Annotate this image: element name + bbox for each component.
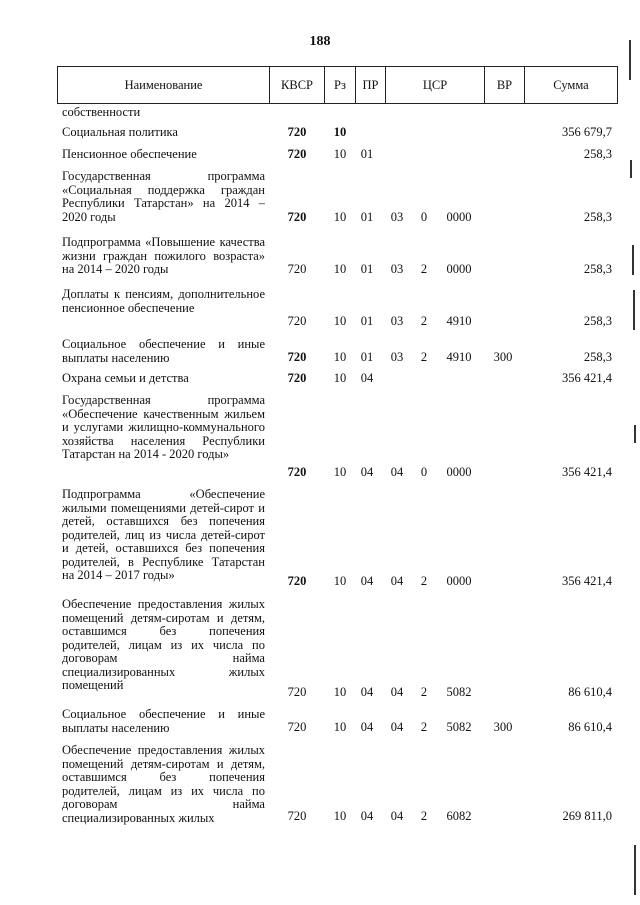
row-pp: 2 <box>420 574 428 588</box>
row-pr: 04 <box>360 720 374 734</box>
row-code: 0000 <box>446 262 472 276</box>
row-rz: 10 <box>333 809 347 823</box>
row-rz: 10 <box>333 350 347 364</box>
row-rz: 10 <box>333 720 347 734</box>
row-name: Охрана семьи и детства <box>62 371 189 385</box>
row-kvsr: 720 <box>287 210 307 224</box>
row-code: 0000 <box>446 465 472 479</box>
row-rz: 10 <box>333 147 347 161</box>
row-gp: 04 <box>390 465 404 479</box>
header-csr: ЦСР <box>386 67 485 103</box>
row-sum: 258,3 <box>583 210 612 224</box>
header-vr: ВР <box>485 67 525 103</box>
page-number: 188 <box>309 34 331 49</box>
row-gp: 04 <box>390 574 404 588</box>
scan-edge-mark <box>634 845 636 895</box>
row-name: Подпрограмма «Повышение качества жизни граждан пожилого возраста» на 2014 – 2020 годы <box>62 235 265 276</box>
row-sum: 258,3 <box>583 262 612 276</box>
row-rz: 10 <box>333 125 347 139</box>
row-code: 4910 <box>446 314 472 328</box>
row-sum: 356 421,4 <box>562 574 612 588</box>
row-rz: 10 <box>333 210 347 224</box>
header-name: Наименование <box>58 67 270 103</box>
row-sum: 258,3 <box>583 314 612 328</box>
row-gp: 03 <box>390 314 404 328</box>
row-kvsr: 720 <box>287 574 307 588</box>
row-code: 6082 <box>446 809 472 823</box>
carryover-text: собственности <box>62 105 141 119</box>
row-pp: 2 <box>420 685 428 699</box>
row-pr: 01 <box>360 147 374 161</box>
row-name: Социальное обеспечение и иные выплаты населению <box>62 707 265 735</box>
row-gp: 04 <box>390 685 404 699</box>
row-name: Обеспечение предоставления жилых помещений детям-сиротам и детям, оставшимся без попечения родителей, лицам из их числа по договорам найма специализированных жилых <box>62 743 265 825</box>
scan-edge-mark <box>630 160 632 178</box>
row-name: Подпрограмма «Обеспечение жилыми помещениями детей-сирот и детей, оставшихся без попечения родителей, лиц из числа детей-сирот и детей, оставшихся без попечения родителей, в Республике Татарстан на 2014 – 2017 годы» <box>62 487 265 582</box>
row-gp: 04 <box>390 809 404 823</box>
row-pr: 01 <box>360 314 374 328</box>
row-pr: 01 <box>360 210 374 224</box>
row-sum: 356 421,4 <box>562 371 612 385</box>
row-name: Государственная программа «Обеспечение качественным жильем и услугами жилищно-коммунального хозяйства населения Республики Татарстан на 2014 - 2020 годы» <box>62 393 265 461</box>
row-kvsr: 720 <box>287 809 307 823</box>
header-pr: ПР <box>356 67 386 103</box>
row-vr: 300 <box>493 720 513 734</box>
row-code: 5082 <box>446 685 472 699</box>
row-pr: 01 <box>360 262 374 276</box>
row-name: Доплаты к пенсиям, дополнительное пенсионное обеспечение <box>62 287 265 315</box>
row-rz: 10 <box>333 371 347 385</box>
row-code: 4910 <box>446 350 472 364</box>
row-pr: 04 <box>360 809 374 823</box>
header-rz: Рз <box>325 67 356 103</box>
row-pr: 04 <box>360 574 374 588</box>
row-kvsr: 720 <box>287 314 307 328</box>
row-pp: 2 <box>420 262 428 276</box>
row-kvsr: 720 <box>287 262 307 276</box>
row-code: 0000 <box>446 574 472 588</box>
row-name: Пенсионное обеспечение <box>62 147 197 161</box>
row-kvsr: 720 <box>287 685 307 699</box>
scan-edge-mark <box>629 40 631 80</box>
row-sum: 356 421,4 <box>562 465 612 479</box>
row-vr: 300 <box>493 350 513 364</box>
row-sum: 86 610,4 <box>568 720 612 734</box>
row-sum: 269 811,0 <box>562 809 612 823</box>
header-sum: Сумма <box>553 77 589 92</box>
row-name: Обеспечение предоставления жилых помещений детям-сиротам и детям, оставшимся без попечения родителей, лицам из их числа по договорам найма специализированных жилых помещений <box>62 597 265 692</box>
row-sum: 258,3 <box>583 147 612 161</box>
header-kvsr: КВСР <box>270 67 325 103</box>
scan-edge-mark <box>634 425 636 443</box>
row-pp: 2 <box>420 314 428 328</box>
row-code: 0000 <box>446 210 472 224</box>
row-kvsr: 720 <box>287 371 307 385</box>
row-rz: 10 <box>333 262 347 276</box>
row-kvsr: 720 <box>287 350 307 364</box>
row-code: 5082 <box>446 720 472 734</box>
row-pr: 04 <box>360 685 374 699</box>
scan-edge-mark <box>632 245 634 275</box>
row-name: Государственная программа «Социальная поддержка граждан Республики Татарстан» на 2014 – 2020 годы <box>62 169 265 224</box>
row-name: Социальное обеспечение и иные выплаты населению <box>62 337 265 365</box>
row-gp: 03 <box>390 350 404 364</box>
row-rz: 10 <box>333 574 347 588</box>
scan-edge-mark <box>633 290 635 330</box>
row-rz: 10 <box>333 685 347 699</box>
row-kvsr: 720 <box>287 465 307 479</box>
row-pr: 01 <box>360 350 374 364</box>
row-sum: 258,3 <box>583 350 612 364</box>
row-kvsr: 720 <box>287 147 307 161</box>
row-gp: 03 <box>390 262 404 276</box>
row-pp: 2 <box>420 720 428 734</box>
row-pp: 2 <box>420 350 428 364</box>
row-pp: 0 <box>420 210 428 224</box>
row-rz: 10 <box>333 314 347 328</box>
row-pp: 0 <box>420 465 428 479</box>
row-name: Социальная политика <box>62 125 178 139</box>
row-sum: 356 679,7 <box>562 125 612 139</box>
row-rz: 10 <box>333 465 347 479</box>
row-pr: 04 <box>360 465 374 479</box>
row-kvsr: 720 <box>287 720 307 734</box>
row-kvsr: 720 <box>287 125 307 139</box>
row-pr: 04 <box>360 371 374 385</box>
row-gp: 03 <box>390 210 404 224</box>
row-gp: 04 <box>390 720 404 734</box>
row-sum: 86 610,4 <box>568 685 612 699</box>
row-pp: 2 <box>420 809 428 823</box>
